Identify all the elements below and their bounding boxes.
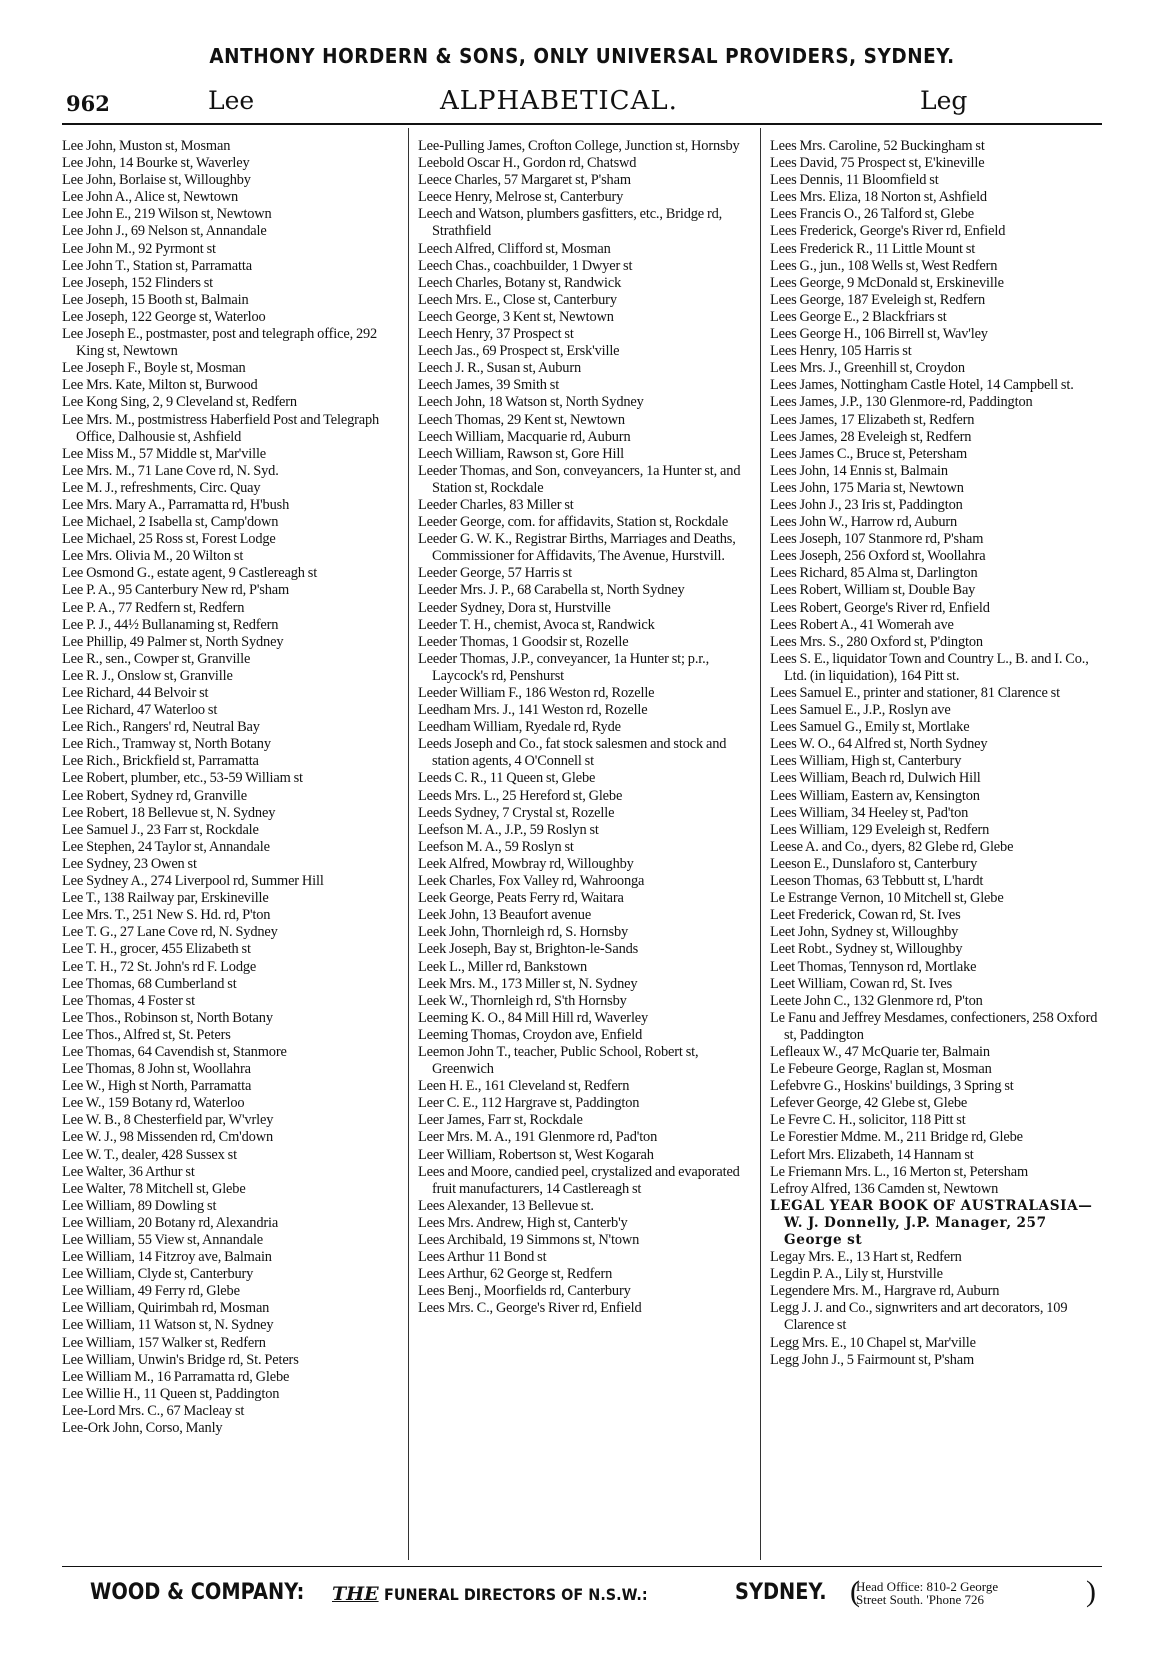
directory-entry: Lees Richard, 85 Alma st, Darlington: [770, 565, 978, 582]
directory-entry: Le Fanu and Jeffrey Mesdames, confectioners, 258 Oxford st, Paddington: [770, 1009, 1098, 1043]
directory-entry: Legdin P. A., Lily st, Hurstville: [770, 1266, 943, 1283]
directory-entry: Lee William, 55 View st, Annandale: [62, 1232, 264, 1248]
directory-entry: Leece Henry, Melrose st, Canterbury: [418, 189, 624, 206]
directory-entry: Lee Joseph, 122 George st, Waterloo: [62, 308, 266, 325]
directory-entry: Lee William, 89 Dowling st: [62, 1197, 217, 1214]
directory-entry: Lees George E., 2 Blackfriars st: [770, 308, 947, 325]
directory-entry: Lees George H., 106 Birrell st, Wav'ley: [770, 326, 988, 343]
directory-entry: Leeds C. R., 11 Queen st, Glebe: [418, 770, 596, 787]
directory-entry: Leefson M. A., J.P., 59 Roslyn st: [418, 821, 599, 838]
directory-entry: Lee Joseph E., postmaster, post and telegraph office, 292 King st, Newtown: [62, 326, 378, 360]
directory-entry: Lees Robert A., 41 Womerah ave: [770, 616, 954, 633]
directory-entry: Lee Thomas, 68 Cumberland st: [62, 975, 237, 992]
directory-entry: Leer Mrs. M. A., 191 Glenmore rd, Pad'ton: [418, 1129, 658, 1146]
directory-entry: Leeder George, 57 Harris st: [418, 565, 572, 582]
directory-entry: Lees W. O., 64 Alfred st, North Sydney: [770, 736, 988, 753]
directory-entry: Lee R., sen., Cowper st, Granville: [62, 650, 251, 667]
directory-entry: Leeder William F., 186 Weston rd, Rozelle: [418, 685, 655, 701]
directory-entry: Lees Robert, George's River rd, Enfield: [770, 599, 990, 616]
directory-entry: Lee M. J., refreshments, Circ. Quay: [62, 479, 261, 496]
directory-entry: Leemon John T., teacher, Public School, Robert st, Greenwich: [418, 1043, 699, 1078]
directory-entry: Le Friemann Mrs. L., 16 Merton st, Petersham: [770, 1163, 1029, 1180]
directory-entry: Lees Francis O., 26 Talford st, Glebe: [770, 206, 974, 223]
directory-entry: Lee John, Borlaise st, Willoughby: [62, 172, 251, 189]
directory-entry: Leeson E., Dunslaforo st, Canterbury: [770, 855, 978, 872]
directory-entry: Lees James C., Bruce st, Petersham: [770, 445, 968, 462]
directory-entry: Lee Thos., Alfred st, St. Peters: [62, 1026, 231, 1043]
directory-entry: Lee William M., 16 Parramatta rd, Glebe: [62, 1368, 290, 1385]
directory-entry: Lees Samuel E., printer and stationer, 81 Clarence st: [770, 685, 1060, 701]
directory-entry: Leete John C., 132 Glenmore rd, P'ton: [770, 992, 983, 1009]
directory-entry: Lee John, 14 Bourke st, Waverley: [62, 155, 250, 172]
header-left-word: Lee: [208, 86, 255, 115]
directory-entry: Legay Mrs. E., 13 Hart st, Redfern: [770, 1249, 962, 1266]
directory-entry: Lees Dennis, 11 Bloomfield st: [770, 172, 939, 189]
directory-entry: Lees Mrs. Andrew, High st, Canterb'y: [418, 1214, 628, 1231]
directory-entry: Lee T. H., 72 St. John's rd F. Lodge: [62, 958, 257, 975]
directory-entry: Lees Arthur, 62 George st, Redfern: [418, 1266, 613, 1283]
directory-entry: Legg Mrs. E., 10 Chapel st, Mar'ville: [770, 1334, 976, 1351]
directory-entry: Lees Samuel G., Emily st, Mortlake: [770, 719, 970, 736]
directory-entry: Lee Kong Sing, 2, 9 Cleveland st, Redfern: [62, 394, 297, 411]
directory-entry: Leet Thomas, Tennyson rd, Mortlake: [770, 958, 977, 975]
directory-entry: Leeder Mrs. J. P., 68 Carabella st, North Sydney: [418, 582, 685, 599]
directory-entry: Leer C. E., 112 Hargrave st, Paddington: [418, 1095, 640, 1112]
directory-entry: Lee Robert, Sydney rd, Granville: [62, 787, 248, 804]
directory-entry: Lee W. J., 98 Missenden rd, Cm'down: [62, 1129, 273, 1146]
directory-entry: Lees William, Eastern av, Kensington: [770, 787, 980, 804]
directory-entry: Lees John, 175 Maria st, Newtown: [770, 479, 964, 496]
directory-entry: Lee P. J., 44½ Bullanaming st, Redfern: [62, 616, 279, 633]
directory-entry: Lees John, 14 Ennis st, Balmain: [770, 462, 948, 479]
directory-entry: Lee Robert, 18 Bellevue st, N. Sydney: [62, 804, 276, 821]
directory-entry: Lee Joseph, 152 Flinders st: [62, 274, 214, 291]
directory-entry: Lee-Lord Mrs. C., 67 Macleay st: [62, 1402, 245, 1419]
directory-entry: Lees William, High st, Canterbury: [770, 753, 962, 770]
directory-entry: Lees Benj., Moorfields rd, Canterbury: [418, 1283, 631, 1300]
directory-entry: Lees Mrs. Eliza, 18 Norton st, Ashfield: [770, 189, 987, 206]
directory-entry: Leefson M. A., 59 Roslyn st: [418, 838, 574, 855]
directory-entry: Leeder Charles, 83 Miller st: [418, 496, 574, 513]
directory-entry: Lee William, 157 Walker st, Redfern: [62, 1334, 266, 1351]
directory-entry: Legg J. J. and Co., signwriters and art decorators, 109 Clarence st: [770, 1300, 1068, 1334]
directory-entry: Lees John W., Harrow rd, Auburn: [770, 514, 958, 531]
directory-entry: Leek Alfred, Mowbray rd, Willoughby: [418, 855, 634, 872]
directory-entry: Lee Walter, 36 Arthur st: [62, 1163, 195, 1180]
directory-entry: Lee Joseph F., Boyle st, Mosman: [62, 360, 246, 377]
directory-entry: Le Estrange Vernon, 10 Mitchell st, Glebe: [770, 890, 1004, 907]
directory-entry: Lees George, 9 McDonald st, Erskineville: [770, 274, 1004, 291]
column-divider: [760, 128, 761, 1560]
directory-entry: Lee William, Quirimbah rd, Mosman: [62, 1300, 270, 1317]
footer-office-address: [856, 1580, 998, 1606]
directory-entry: Lee William, 49 Ferry rd, Glebe: [62, 1283, 240, 1300]
directory-entry: Leese A. and Co., dyers, 82 Glebe rd, Glebe: [770, 838, 1014, 855]
directory-entry: Leech George, 3 Kent st, Newtown: [418, 308, 614, 325]
directory-entry: Lee Mrs. Kate, Milton st, Burwood: [62, 377, 258, 394]
directory-entry: Leech Jas., 69 Prospect st, Ersk'ville: [418, 343, 620, 360]
directory-entry: Lee John E., 219 Wilson st, Newtown: [62, 206, 272, 223]
directory-entry: Lees William, 34 Heeley st, Pad'ton: [770, 804, 969, 821]
directory-entry: Lee William, 14 Fitzroy ave, Balmain: [62, 1249, 272, 1266]
directory-entry: Lee Rich., Rangers' rd, Neutral Bay: [62, 719, 260, 736]
directory-entry: Lees Mrs. J., Greenhill st, Croydon: [770, 360, 965, 377]
directory-entry: Leech Henry, 37 Prospect st: [418, 326, 574, 343]
directory-entry: Lee Mrs. M., 71 Lane Cove rd, N. Syd.: [62, 462, 279, 479]
footer-city: SYDNEY.: [735, 1580, 827, 1605]
directory-entry: Lee W. B., 8 Chesterfield par, W'vrley: [62, 1112, 274, 1129]
directory-entry: Lee John T., Station st, Parramatta: [62, 257, 252, 274]
directory-entry: Lee Walter, 78 Mitchell st, Glebe: [62, 1180, 246, 1197]
directory-entry: Lees Mrs. Caroline, 52 Buckingham st: [770, 138, 985, 154]
directory-entry: Lee Phillip, 49 Palmer st, North Sydney: [62, 633, 284, 650]
directory-entry: Leeming Thomas, Croydon ave, Enfield: [418, 1026, 643, 1043]
directory-entry: Lees David, 75 Prospect st, E'kineville: [770, 155, 985, 172]
directory-entry: Lee-Ork John, Corso, Manly: [62, 1420, 223, 1437]
directory-entry: Lee Sydney A., 274 Liverpool rd, Summer Hill: [62, 873, 324, 890]
directory-entry: Lee W., High st North, Parramatta: [62, 1078, 252, 1095]
page-number: 962: [66, 91, 110, 116]
directory-entry: Leen H. E., 161 Cleveland st, Redfern: [418, 1078, 630, 1095]
directory-entry: Leer James, Farr st, Rockdale: [418, 1112, 583, 1129]
directory-entry: Lee Samuel J., 23 Farr st, Rockdale: [62, 821, 259, 838]
directory-entry: Leech James, 39 Smith st: [418, 377, 560, 394]
directory-entry: Leet Frederick, Cowan rd, St. Ives: [770, 907, 961, 924]
directory-entry: Leet Robt., Sydney st, Willoughby: [770, 941, 963, 958]
directory-entry: Leeson Thomas, 63 Tebbutt st, L'hardt: [770, 873, 984, 890]
directory-entry: Lee Richard, 44 Belvoir st: [62, 685, 209, 701]
directory-entry: Legendere Mrs. M., Hargrave rd, Auburn: [770, 1283, 1000, 1300]
directory-entry: Lees Joseph, 256 Oxford st, Woollahra: [770, 548, 986, 565]
directory-entry: Lee-Pulling James, Crofton College, Junction st, Hornsby: [418, 138, 740, 154]
directory-entry: Lee T., 138 Railway par, Erskineville: [62, 890, 269, 907]
directory-entry: Lee William, 20 Botany rd, Alexandria: [62, 1214, 279, 1231]
directory-entry: Leet John, Sydney st, Willoughby: [770, 924, 959, 941]
footer-office-line-1: Head Office: 810-2 George: [856, 1579, 999, 1594]
directory-entry: Leech William, Macquarie rd, Auburn: [418, 428, 631, 445]
directory-entry: Lee W. T., dealer, 428 Sussex st: [62, 1146, 237, 1163]
directory-entry: Leeder Sydney, Dora st, Hurstville: [418, 599, 611, 616]
directory-entry: Lee P. A., 95 Canterbury New rd, P'sham: [62, 582, 290, 599]
directory-entry: Lee John A., Alice st, Newtown: [62, 189, 239, 206]
directory-entry: Lefever George, 42 Glebe st, Glebe: [770, 1095, 968, 1112]
directory-entry: Lee Michael, 25 Ross st, Forest Lodge: [62, 531, 276, 548]
directory-entry: Leech William, Rawson st, Gore Hill: [418, 445, 625, 462]
directory-entry: Lees John J., 23 Iris st, Paddington: [770, 496, 963, 513]
directory-entry: Lefroy Alfred, 136 Camden st, Newtown: [770, 1180, 999, 1197]
directory-entry: Lees and Moore, candied peel, crystalized and evaporated fruit manufacturers, 14 Castlereagh st: [418, 1163, 740, 1197]
directory-entry: Leebold Oscar H., Gordon rd, Chatswd: [418, 155, 637, 172]
directory-entry: Lees James, Nottingham Castle Hotel, 14 Campbell st.: [770, 377, 1074, 394]
directory-entry: Lees James, 28 Eveleigh st, Redfern: [770, 428, 972, 445]
directory-entry: Leeds Joseph and Co., fat stock salesmen and stock and station agents, 4 O'Connell st: [418, 736, 727, 770]
directory-entry: Lees S. E., liquidator Town and Country L., B. and I. Co., Ltd. (in liquidation), 164 Pitt st.: [770, 650, 1089, 684]
directory-entry: Leedham Mrs. J., 141 Weston rd, Rozelle: [418, 702, 648, 719]
directory-entry: Leeds Mrs. L., 25 Hereford st, Glebe: [418, 787, 623, 804]
directory-entry: Lee Sydney, 23 Owen st: [62, 855, 197, 872]
right-brace-icon: ): [1086, 1575, 1096, 1608]
directory-entry: Lefleaux W., 47 McQuarie ter, Balmain: [770, 1043, 990, 1060]
directory-entry: Leech Charles, Botany st, Randwick: [418, 274, 622, 291]
directory-entry: Leech Thomas, 29 Kent st, Newtown: [418, 411, 625, 428]
directory-entry: Leech J. R., Susan st, Auburn: [418, 360, 582, 377]
directory-entry: Lee Thos., Robinson st, North Botany: [62, 1009, 273, 1026]
directory-entry: Leek Charles, Fox Valley rd, Wahroonga: [418, 873, 645, 890]
directory-entry: Lees Frederick, George's River rd, Enfield: [770, 223, 1006, 240]
directory-entry: Lee William, Clyde st, Canterbury: [62, 1266, 254, 1283]
directory-entry: Lee P. A., 77 Redfern st, Redfern: [62, 599, 245, 616]
directory-entry: Lee William, 11 Watson st, N. Sydney: [62, 1317, 274, 1334]
directory-entry: Lees G., jun., 108 Wells st, West Redfern: [770, 257, 998, 274]
directory-entry: Lee T. H., grocer, 455 Elizabeth st: [62, 941, 251, 958]
directory-entry: Leek John, Thornleigh rd, S. Hornsby: [418, 924, 629, 941]
directory-entry: Lee Willie H., 11 Queen st, Paddington: [62, 1385, 280, 1402]
directory-entry: Leeder Thomas, J.P., conveyancer, 1a Hunter st; p.r., Laycock's rd, Penshurst: [418, 650, 710, 684]
directory-entry: Lees Arthur 11 Bond st: [418, 1249, 547, 1266]
footer-the: THE: [332, 1583, 379, 1605]
directory-entry: Leet William, Cowan rd, St. Ives: [770, 975, 953, 992]
directory-entry: Lee Osmond G., estate agent, 9 Castlereagh st: [62, 565, 318, 582]
directory-entry: Lees Joseph, 107 Stanmore rd, P'sham: [770, 531, 984, 548]
advertising-banner: ANTHONY HORDERN & SONS, ONLY UNIVERSAL PROVIDERS, SYDNEY.: [209, 44, 955, 68]
directory-entry: Lee Robert, plumber, etc., 53-59 William st: [62, 770, 303, 787]
directory-entry: Lees William, Beach rd, Dulwich Hill: [770, 770, 981, 787]
directory-entry: Lefort Mrs. Elizabeth, 14 Hannam st: [770, 1146, 974, 1163]
directory-entry: Lee W., 159 Botany rd, Waterloo: [62, 1095, 245, 1112]
directory-entry: Leech John, 18 Watson st, North Sydney: [418, 394, 644, 411]
directory-entry: Lee Mrs. Mary A., Parramatta rd, H'bush: [62, 496, 290, 513]
page-title: ALPHABETICAL.: [440, 86, 678, 116]
directory-entry: Lee Mrs. Olivia M., 20 Wilton st: [62, 548, 244, 565]
directory-entry: Lee Thomas, 64 Cavendish st, Stanmore: [62, 1043, 287, 1060]
directory-entry: Le Fevre C. H., solicitor, 118 Pitt st: [770, 1112, 966, 1129]
directory-entry: Lees Frederick R., 11 Little Mount st: [770, 240, 976, 257]
directory-entry: Lefebvre G., Hoskins' buildings, 3 Spring st: [770, 1078, 1014, 1095]
footer-office-line-2: Street South. 'Phone 726: [856, 1592, 985, 1607]
directory-entry: Lees James, J.P., 130 Glenmore-rd, Paddington: [770, 394, 1033, 411]
directory-entry: Lees William, 129 Eveleigh st, Redfern: [770, 821, 990, 838]
directory-entry: Lee John M., 92 Pyrmont st: [62, 240, 216, 257]
directory-entry: Lee William, Unwin's Bridge rd, St. Peters: [62, 1351, 299, 1368]
directory-entry: Leece Charles, 57 Margaret st, P'sham: [418, 172, 631, 189]
directory-entry: Legg John J., 5 Fairmount st, P'sham: [770, 1351, 975, 1368]
directory-entry: Leeder George, com. for affidavits, Station st, Rockdale: [418, 514, 729, 531]
directory-entry: Lees Henry, 105 Harris st: [770, 343, 912, 360]
directory-entry: Lees Mrs. C., George's River rd, Enfield: [418, 1300, 642, 1317]
directory-entry: Lee Joseph, 15 Booth st, Balmain: [62, 291, 249, 308]
directory-entry: Leech Alfred, Clifford st, Mosman: [418, 240, 611, 257]
directory-entry: Leer William, Robertson st, West Kogarah: [418, 1146, 654, 1163]
directory-entry: Lees Archibald, 19 Simmons st, N'town: [418, 1232, 640, 1248]
directory-entry: Lees George, 187 Eveleigh st, Redfern: [770, 291, 986, 308]
directory-entry: Lee Richard, 47 Waterloo st: [62, 702, 218, 719]
header-right-word: Leg: [920, 86, 968, 115]
footer-rule: [62, 1566, 1102, 1567]
directory-entry: LEGAL YEAR BOOK OF AUSTRALASIA—W. J. Donnelly, J.P. Manager, 257 George st: [770, 1197, 1093, 1248]
directory-entry: Le Forestier Mdme. M., 211 Bridge rd, Glebe: [770, 1129, 1023, 1146]
directory-entry: Lee Stephen, 24 Taylor st, Annandale: [62, 838, 270, 855]
directory-column-1: [62, 138, 396, 1437]
directory-entry: Leech Mrs. E., Close st, Canterbury: [418, 291, 617, 308]
directory-column-2: [418, 138, 752, 1317]
directory-entry: Lees Mrs. S., 280 Oxford st, P'dington: [770, 633, 983, 650]
directory-entry: Leech Chas., coachbuilder, 1 Dwyer st: [418, 257, 633, 274]
directory-entry: Leeder Thomas, 1 Goodsir st, Rozelle: [418, 633, 629, 650]
directory-entry: Leek Joseph, Bay st, Brighton-le-Sands: [418, 941, 639, 958]
directory-entry: Leedham William, Ryedale rd, Ryde: [418, 719, 621, 736]
directory-entry: Lees Alexander, 13 Bellevue st.: [418, 1197, 594, 1214]
directory-entry: Lee Michael, 2 Isabella st, Camp'down: [62, 514, 279, 531]
directory-entry: Leeds Sydney, 7 Crystal st, Rozelle: [418, 804, 615, 821]
column-divider: [408, 128, 409, 1560]
directory-entry: Lee Mrs. T., 251 New S. Hd. rd, P'ton: [62, 907, 271, 924]
directory-entry: Lee R. J., Onslow st, Granville: [62, 667, 233, 684]
directory-entry: Le Febeure George, Raglan st, Mosman: [770, 1061, 992, 1078]
header-rule: [62, 123, 1102, 125]
directory-entry: Lees Samuel E., J.P., Roslyn ave: [770, 702, 951, 719]
directory-entry: Leeder G. W. K., Registrar Births, Marriages and Deaths, Commissioner for Affidavits, The Avenue, Hurstvill.: [418, 531, 736, 565]
directory-entry: Lees James, 17 Elizabeth st, Redfern: [770, 411, 975, 428]
directory-entry: Lee John, Muston st, Mosman: [62, 138, 231, 154]
directory-entry: Leeder Thomas, and Son, conveyancers, 1a Hunter st, and Station st, Rockdale: [418, 462, 741, 496]
directory-entry: Leeder T. H., chemist, Avoca st, Randwick: [418, 616, 655, 633]
directory-entry: Lee Rich., Tramway st, North Botany: [62, 736, 271, 753]
directory-entry: Leek George, Peats Ferry rd, Waitara: [418, 890, 624, 907]
directory-entry: Leeming K. O., 84 Mill Hill rd, Waverley: [418, 1009, 649, 1026]
directory-entry: Lees Robert, William st, Double Bay: [770, 582, 976, 599]
directory-entry: Lee Thomas, 4 Foster st: [62, 992, 195, 1009]
directory-entry: Lee Miss M., 57 Middle st, Mar'ville: [62, 445, 267, 462]
footer-tagline: FUNERAL DIRECTORS OF N.S.W.:: [384, 1585, 648, 1604]
directory-entry: Lee Mrs. M., postmistress Haberfield Post and Telegraph Office, Dalhousie st, Ashfield: [62, 411, 380, 445]
directory-entry: Lee Thomas, 8 John st, Woollahra: [62, 1061, 251, 1078]
directory-entry: Leek Mrs. M., 173 Miller st, N. Sydney: [418, 975, 638, 992]
directory-entry: Leech and Watson, plumbers gasfitters, etc., Bridge rd, Strathfield: [418, 206, 723, 240]
left-brace-icon: (: [850, 1575, 860, 1608]
directory-entry: Leek W., Thornleigh rd, S'th Hornsby: [418, 992, 627, 1009]
directory-entry: Lee Rich., Brickfield st, Parramatta: [62, 753, 259, 770]
directory-entry: Leek John, 13 Beaufort avenue: [418, 907, 592, 924]
footer-advertiser-name: WOOD & COMPANY:: [90, 1580, 305, 1605]
directory-entry: Lee John J., 69 Nelson st, Annandale: [62, 223, 267, 240]
directory-entry: Leek L., Miller rd, Bankstown: [418, 958, 588, 975]
directory-column-3: [770, 138, 1106, 1369]
directory-entry: Lee T. G., 27 Lane Cove rd, N. Sydney: [62, 924, 278, 941]
